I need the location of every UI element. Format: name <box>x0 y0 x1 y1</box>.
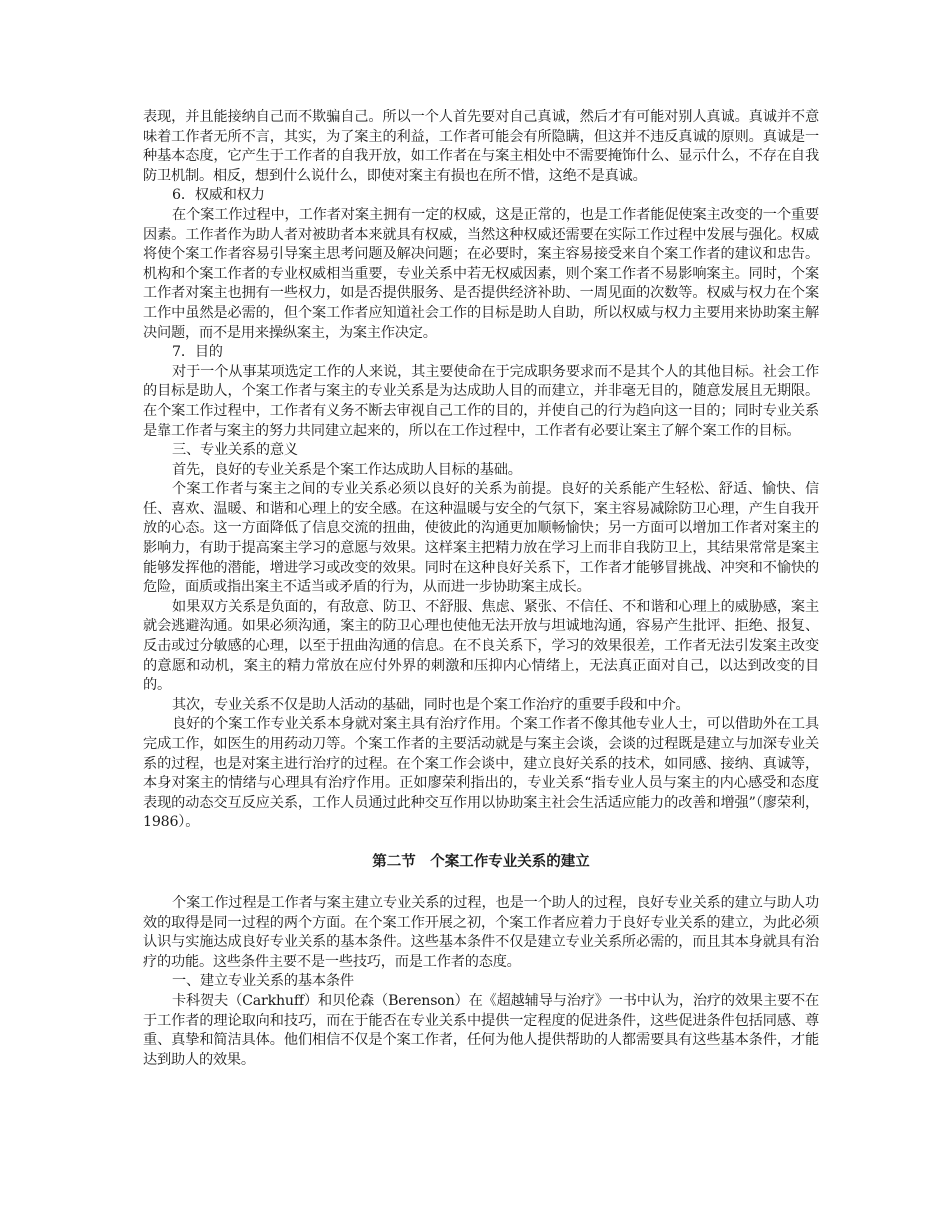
paragraph: 卡科贺夫（Carkhuff）和贝伦森（Berenson）在《超越辅导与治疗》一书中认为，治疗的效果主要不在于工作者的理论取向和技巧，而在于能否在专业关系中提供一定程度的促进条件，这些促进条件包括同感、尊重、真挚和简洁具体。他们相信不仅是个案工作者，任何为他人提供帮助的人都需要具有这些基本条件，才能达到助人的效果。 <box>143 992 819 1068</box>
body-top <box>143 108 819 833</box>
paragraph: 如果双方关系是负面的，有敌意、防卫、不舒服、焦虑、紧张、不信任、不和谐和心理上的威胁感，案主就会逃避沟通。如果必须沟通，案主的防卫心理也使他无法开放与坦诚地沟通，容易产生批评、拒绝、报复、反击或过分敏感的心理，以至于扭曲沟通的信息。在不良关系下，学习的效果很差，工作者无法引发案主改变的意愿和动机，案主的精力常放在应付外界的刺激和压抑内心情绪上，无法真正面对自己，以达到改变的目的。 <box>143 598 819 694</box>
paragraph: 良好的个案工作专业关系本身就对案主具有治疗作用。个案工作者不像其他专业人士，可以借助外在工具完成工作，如医生的用药动刀等。个案工作者的主要活动就是与案主会谈，会谈的过程既是建立与加深专业关系的过程，也是对案主进行治疗的过程。在个案工作会谈中，建立良好关系的技术，如同感、接纳、真诚等，本身对案主的情绪与心理具有治疗作用。正如廖荣利指出的，专业关系“指专业人员与案主的内心感受和态度表现的动态交互反应关系，工作人员通过此种交互作用以协助案主社会生活适应能力的改善和增强”（廖荣利，1986）。 <box>143 716 819 831</box>
subheading: 7．目的 <box>172 344 223 361</box>
paragraph: 在个案工作过程中，工作者对案主拥有一定的权威，这是正常的，也是工作者能促使案主改变的一个重要因素。工作者作为助人者对被助者本来就具有权威，当然这种权威还需要在实际工作过程中发展与强化。权威将使个案工作者容易引导案主思考问题及解决问题；在必要时，案主容易接受来自个案工作者的建议和忠告。机构和个案工作者的专业权威相当重要，专业关系中若无权威因素，则个案工作者不易影响案主。同时，个案工作者对案主也拥有一些权力，如是否提供服务、是否提供经济补助、一周见面的次数等。权威与权力在个案工作中虽然是必需的，但个案工作者应知道社会工作的目标是助人自助，所以权威与权力主要用来协助案主解决问题，而不是用来操纵案主，为案主作决定。 <box>143 206 819 341</box>
paragraph: 个案工作过程是工作者与案主建立专业关系的过程，也是一个助人的过程，良好专业关系的建立与助人功效的取得是同一过程的两个方面。在个案工作开展之初，个案工作者应着力于良好专业关系的建立，为此必须认识与实施达成良好专业关系的基本条件。这些基本条件不仅是建立专业关系所必需的，而且其本身就具有治疗的功能。这些条件主要不是一些技巧，而是工作者的态度。 <box>143 894 819 970</box>
paragraph: 表现，并且能接纳自己而不欺骗自己。所以一个人首先要对自己真诚，然后才有可能对别人真诚。真诚并不意味着工作者无所不言，其实，为了案主的利益，工作者可能会有所隐瞒，但这并不违反真诚的原则。真诚是一种基本态度，它产生于工作者的自我开放，如工作者在与案主相处中不需要掩饰什么、显示什么，不存在自我防卫机制。相反，想到什么说什么，即使对案主有损也在所不惜，这绝不是真诚。 <box>143 109 819 184</box>
paragraph: 首先，良好的专业关系是个案工作达成助人目标的基础。 <box>172 461 522 478</box>
subheading: 6．权威和权力 <box>172 187 265 204</box>
paragraph: 对于一个从事某项选定工作的人来说，其主要使命在于完成职务要求而不是其个人的其他目标。社会工作的目标是助人，个案工作者与案主的专业关系是为达成助人目的而建立，并非毫无目的，随意发展且无期限。在个案工作过程中，工作者有义务不断去审视自己工作的目的，并使自己的行为趋向这一目的；同时专业关系是靠工作者与案主的努力共同建立起来的，所以在工作过程中，工作者有必要让案主了解个案工作的目标。 <box>143 363 819 439</box>
section-title: 第二节 个案工作专业关系的建立 <box>372 853 590 870</box>
subheading: 一、建立专业关系的基本条件 <box>172 973 354 990</box>
paragraph: 个案工作者与案主之间的专业关系必须以良好的关系为前提。良好的关系能产生轻松、舒适、愉快、信任、喜欢、温暖、和谐和心理上的安全感。在这种温暖与安全的气氛下，案主容易减除防卫心理，产生自我开放的心态。这一方面降低了信息交流的扭曲，使彼此的沟通更加顺畅愉快；另一方面可以增加工作者对案主的影响力，有助于提高案主学习的意愿与效果。这样案主把精力放在学习上而非自我防卫上，其结果常常是案主能够发挥他的潜能，增进学习或改变的效果。同时在这种良好关系下，工作者才能够冒挑战、冲突和不愉快的危险，面质或指出案主不适当或矛盾的行为，从而进一步协助案主成长。 <box>143 481 819 596</box>
subheading: 三、专业关系的意义 <box>172 442 298 459</box>
document-page <box>143 108 819 1070</box>
paragraph: 其次，专业关系不仅是助人活动的基础，同时也是个案工作治疗的重要手段和中介。 <box>172 696 690 713</box>
body-bottom <box>143 894 819 1070</box>
